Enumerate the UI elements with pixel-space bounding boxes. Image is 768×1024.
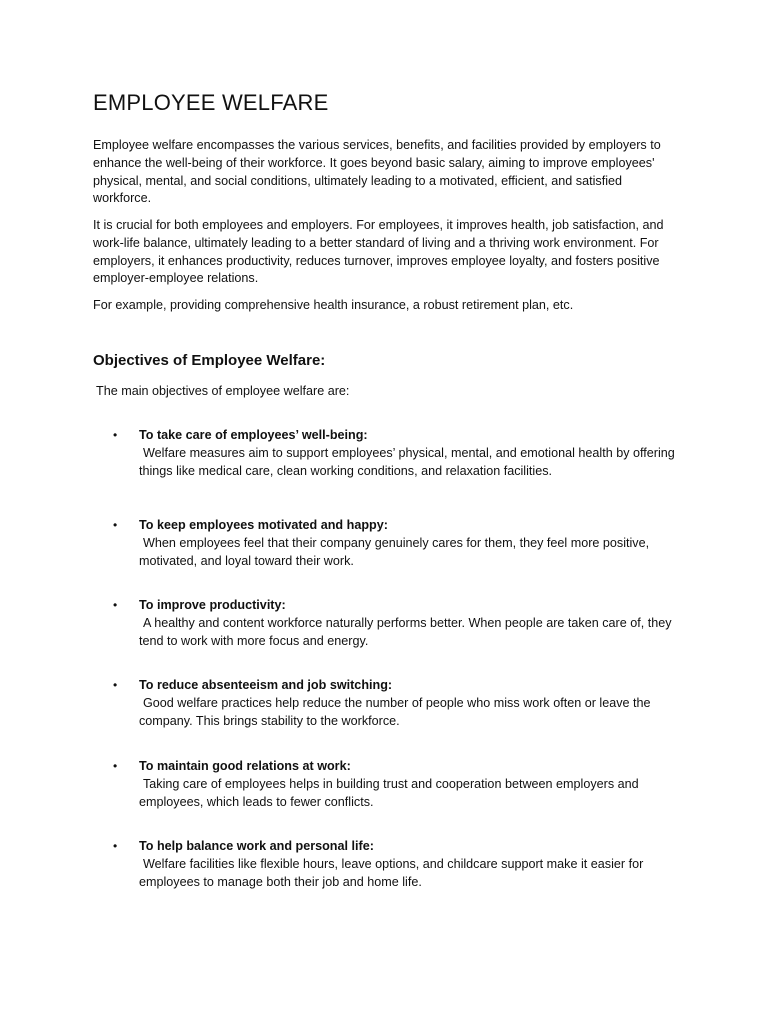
objective-heading: To keep employees motivated and happy: xyxy=(139,518,388,532)
bullet-icon: • xyxy=(113,598,118,612)
objectives-intro: The main objectives of employee welfare are: xyxy=(96,384,350,398)
bullet-icon: • xyxy=(113,839,118,853)
objective-heading: To take care of employees’ well-being: xyxy=(139,428,368,442)
bullet-icon: • xyxy=(113,678,118,692)
paragraph-example: For example, providing comprehensive health insurance, a robust retirement plan, etc. xyxy=(93,298,574,312)
objective-description: Welfare measures aim to support employees’ physical, mental, and emotional health by offering things like medical care, clean working conditions, and relaxation facilities. xyxy=(139,445,675,478)
objective-description: When employees feel that their company genuinely cares for them, they feel more positive, motivated, and loyal toward their work. xyxy=(139,535,650,568)
paragraph-definition: Employee welfare encompasses the various services, benefits, and facilities provided by employers to enhance the well-being of their workforce. It goes beyond basic salary, aiming to improve employees' physical, mental, and social conditions, ultimately leading to a motivated, efficient, and satisfied workforce. xyxy=(93,138,661,206)
objective-heading: To reduce absenteeism and job switching: xyxy=(139,678,393,692)
bullet-icon: • xyxy=(113,759,118,773)
paragraph-importance: It is crucial for both employees and employers. For employees, it improves health, job satisfaction, and work-life balance, ultimately leading to a better standard of living and a thriving work environment. For employers, it enhances productivity, reduces turnover, improves employee loyalty, and fosters positive employer-employee relations. xyxy=(93,218,664,286)
objective-description: Taking care of employees helps in building trust and cooperation between employers and employees, which leads to fewer conflicts. xyxy=(139,776,639,809)
objective-description: Welfare facilities like flexible hours, leave options, and childcare support make it easier for employees to manage both their job and home life. xyxy=(139,856,644,889)
document-title: EMPLOYEE WELFARE xyxy=(93,90,329,115)
bullet-icon: • xyxy=(113,428,118,442)
objective-heading: To help balance work and personal life: xyxy=(139,839,374,853)
objective-heading: To improve productivity: xyxy=(139,598,286,612)
objective-description: Good welfare practices help reduce the number of people who miss work often or leave the company. This brings stability to the workforce. xyxy=(139,695,651,728)
objective-description: A healthy and content workforce naturally performs better. When people are taken care of, they tend to work with more focus and energy. xyxy=(139,615,672,648)
objective-heading: To maintain good relations at work: xyxy=(139,759,351,773)
bullet-icon: • xyxy=(113,518,118,532)
objectives-heading: Objectives of Employee Welfare: xyxy=(93,352,326,369)
